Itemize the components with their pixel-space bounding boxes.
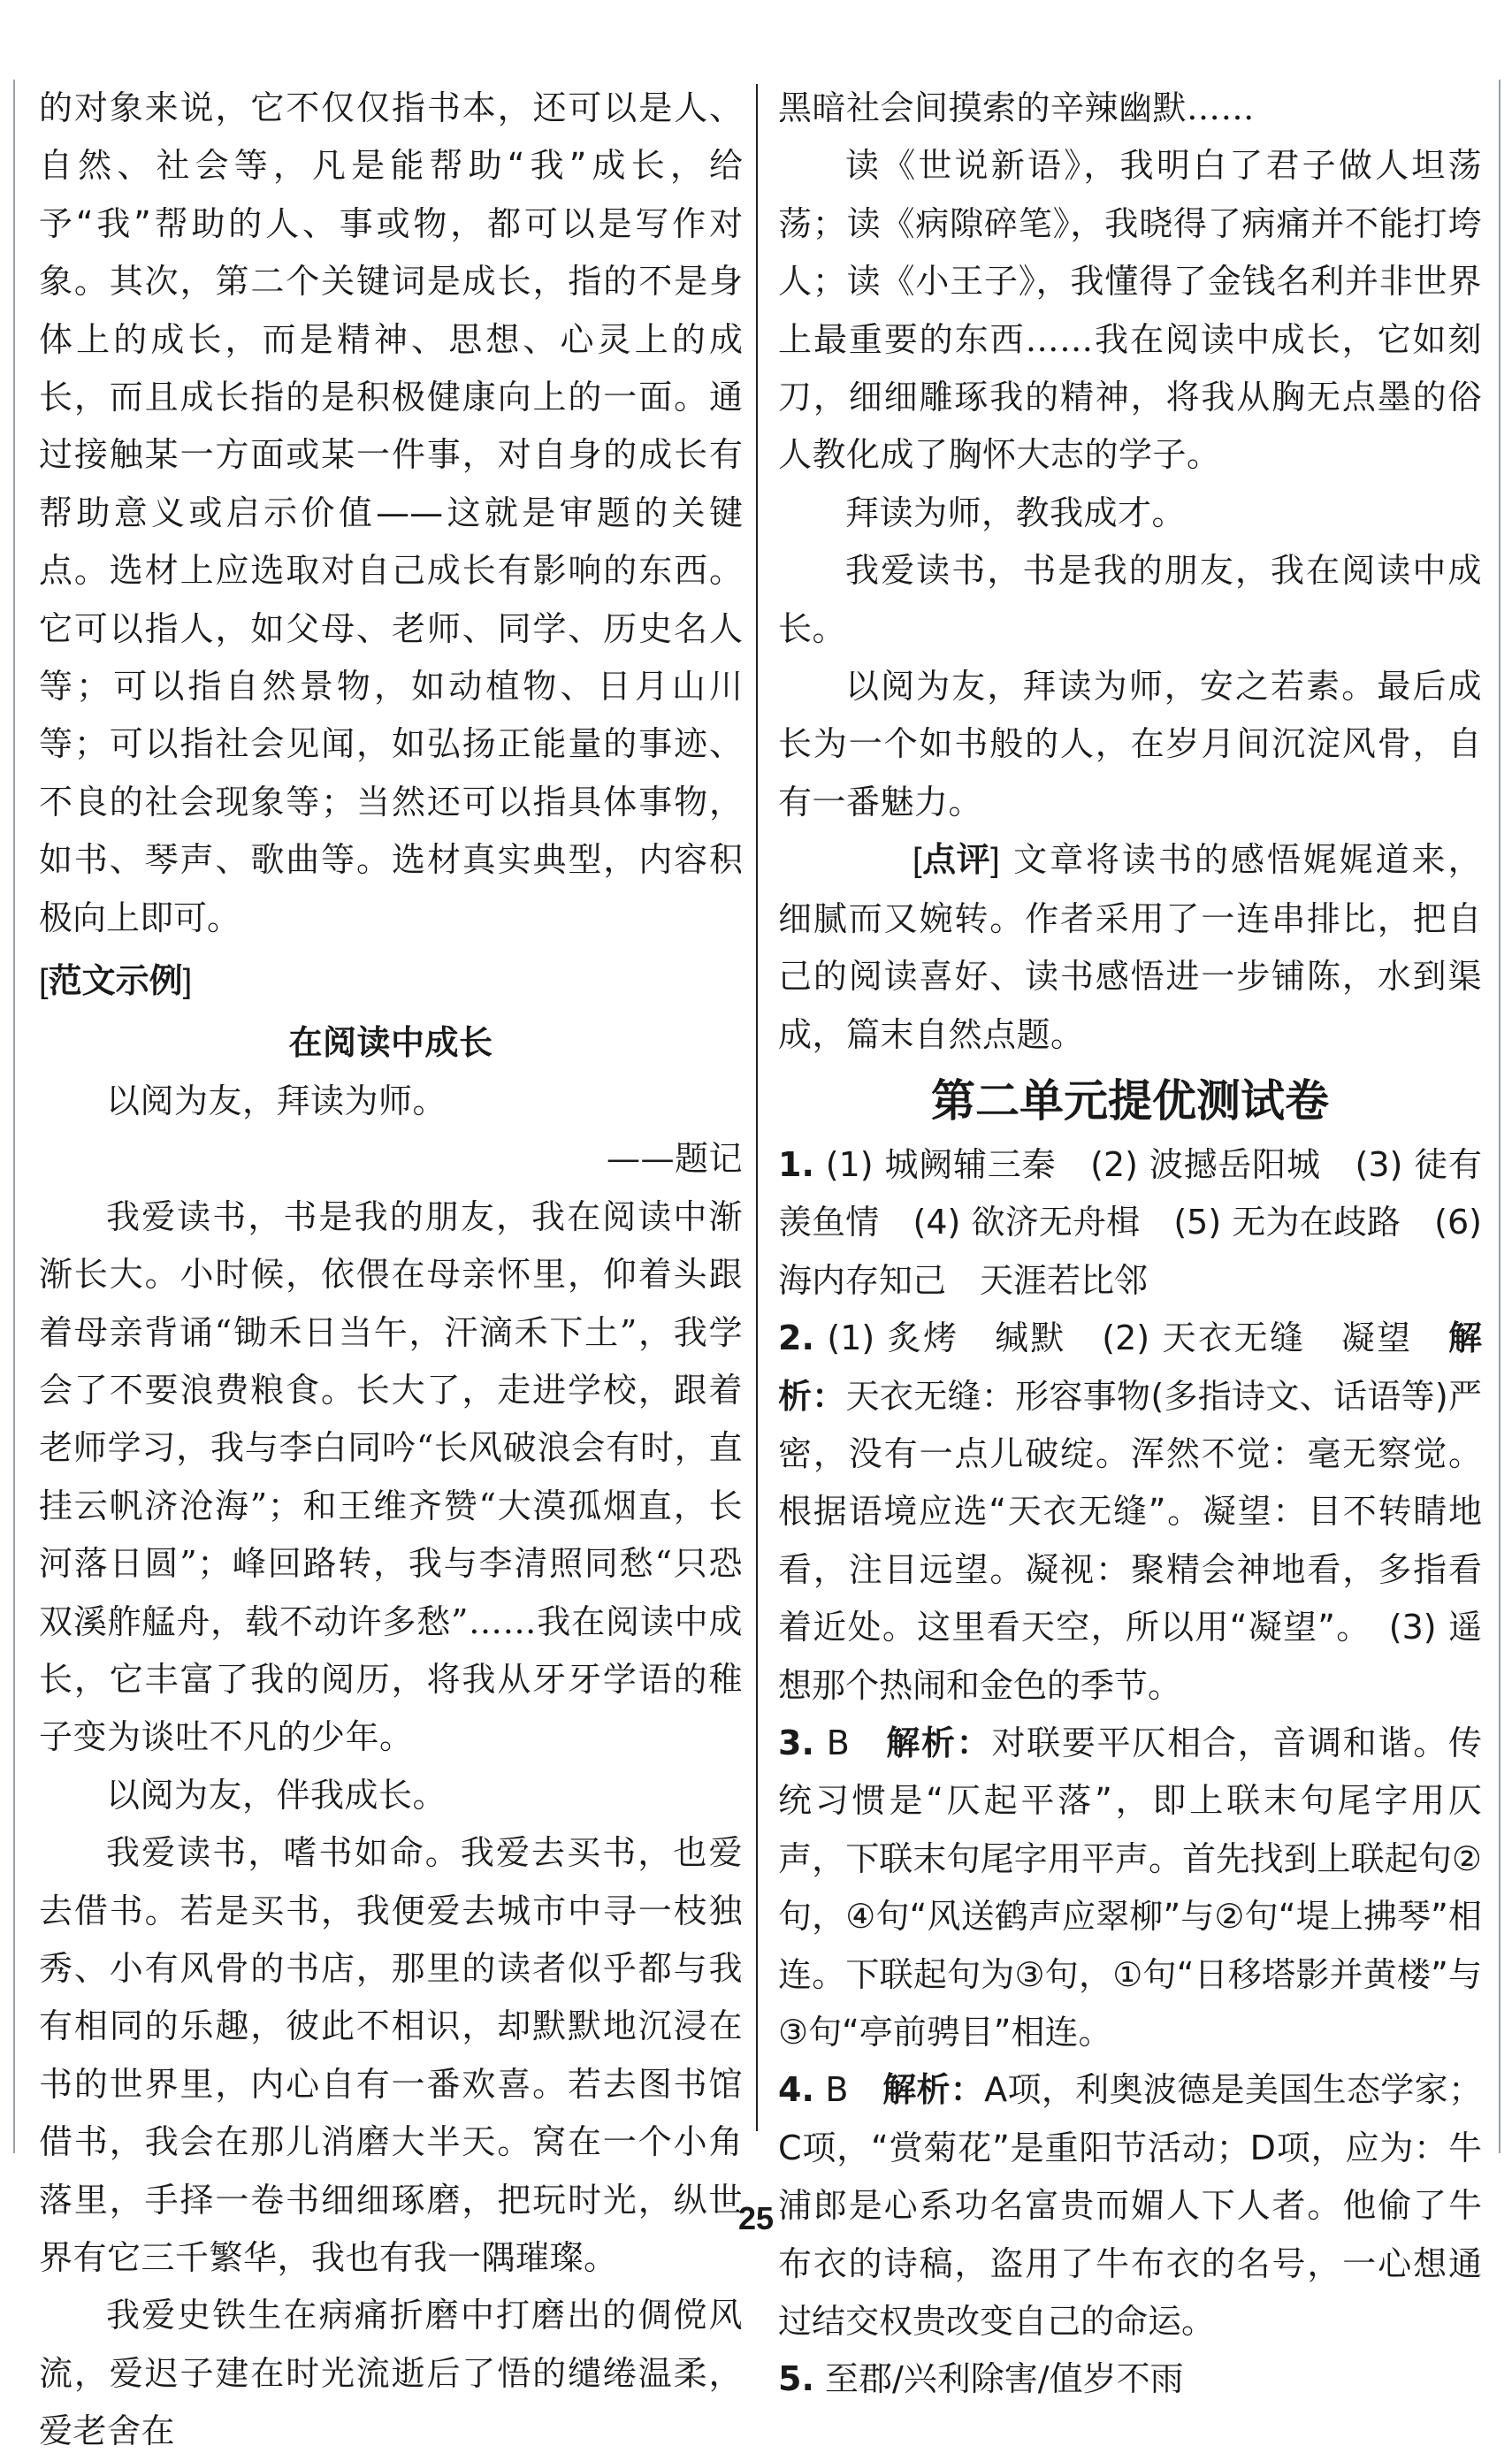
answer-3 (778, 1715, 1482, 2061)
essay-paragraph-5: 读《世说新语》，我明白了君子做人坦荡荡；读《病隙碎笔》，我晓得了病痛并不能打垮人；读《小王子》，我懂得了金钱名利并非世界上最重要的东西……我在阅读中成长，它如刻刀，细细雕琢我的精神，将我从胸无点墨的俗人教化成了胸怀大志的学子。 (778, 146, 1482, 475)
answer-2-number: 2. (778, 1318, 814, 1358)
example-heading (39, 952, 743, 1011)
answer-5-text: 至郡/兴利除害/值岁不雨 (824, 2359, 1184, 2399)
answer-4-text: A项，利奥波德是美国生态学家；C项，“赏菊花”是重阳节活动；D项，应为：牛浦郎是心系功名富贵而媚人下人者。他偷了牛布衣的诗稿，盗用了牛布衣的名号，一心想通过结交权贵改变自己的命运。 (778, 2070, 1482, 2342)
comment-text: 文章将读书的感悟娓娓道来，细腻而又婉转。作者采用了一连串排比，把自己的阅读喜好、读书感悟进一步铺陈，水到渠成，篇末自然点题。 (778, 840, 1482, 1054)
answer-4-number: 4. (778, 2070, 814, 2110)
essay-paragraph-4: 我爱史铁生在病痛折磨中打磨出的倜傥风流，爱迟子建在时光流逝后了悟的缱绻温柔，爱老舍在 (39, 2296, 743, 2451)
answer-2-analysis-label: 解析： (778, 1318, 1482, 1416)
right-column (778, 80, 1482, 2409)
answer-4-analysis-label: 解析： (882, 2070, 985, 2110)
essay-paragraph-2: 以阅为友，伴我成长。 (106, 1775, 447, 1815)
essay-paragraph-1: 我爱读书，书是我的朋友，我在阅读中渐渐长大。小时候，依偎在母亲怀里，仰着头跟着母亲背诵“锄禾日当午，汗滴禾下土”，我学会了不要浪费粮食。长大了，走进学校，跟着老师学习，我与李白同吟“长风破浪会有时，直挂云帆济沧海”；和王维齐赞“大漠孤烟直，长河落日圆”；峰回路转，我与李清照同愁“只恐双溪舴艋舟，载不动许多愁”……我在阅读中成长，它丰富了我的阅历，将我从牙牙学语的稚子变为谈吐不凡的少年。 (39, 1196, 743, 1757)
column-divider (756, 84, 758, 2131)
essay-paragraph-7: 我爱读书，书是我的朋友，我在阅读中成长。 (778, 551, 1482, 648)
answer-3-analysis-label: 解析： (886, 1723, 992, 1762)
comment-paragraph (778, 831, 1482, 1064)
page-number: 25 (737, 2200, 775, 2236)
essay-paragraph-4-continued: 黑暗社会间摸索的辛辣幽默…… (778, 88, 1256, 127)
answer-1 (778, 1136, 1482, 1310)
example-tag: [ 范文示例 ] (39, 953, 192, 1011)
answer-4-choice: B (825, 2070, 883, 2110)
answer-2-text-a: (1) 炙烤 缄默 (2) 天衣无缝 凝望 (827, 1318, 1448, 1358)
answer-1-number: 1. (778, 1144, 814, 1184)
essay-paragraph-8: 以阅为友，拜读为师，安之若素。最后成长为一个如书般的人，在岁月间沉淀风骨，自有一番魅力。 (778, 667, 1482, 822)
essay-epigraph: 以阅为友，拜读为师。 (106, 1081, 447, 1120)
unit-test-title: 第二单元提优测试卷 (931, 1074, 1329, 1127)
essay-title: 在阅读中成长 (288, 1024, 493, 1062)
page-edge-right (1499, 80, 1501, 2153)
answer-1-text: (1) 城阙辅三秦 (2) 波撼岳阳城 (3) 徒有羡鱼情 (4) 欲济无舟楫 (5) 无为在歧路 (6) 海内存知己 天涯若比邻 (778, 1144, 1482, 1300)
epigraph-source: ——题记 (606, 1139, 743, 1179)
answer-3-choice: B (826, 1723, 887, 1762)
answer-2 (778, 1310, 1482, 1715)
answer-5-number: 5. (778, 2359, 814, 2399)
intro-paragraph: 的对象来说，它不仅仅指书本，还可以是人、自然、社会等，凡是能帮助“我”成长，给予“我”帮助的人、事或物，都可以是写作对象。其次，第二个关键词是成长，指的不是身体上的成长，而是精神、思想、心灵上的成长，而且成长指的是积极健康向上的一面。通过接触某一方面或某一件事，对自身的成长有帮助意义或启示价值——这就是审题的关键点。选材上应选取对自己成长有影响的东西。它可以指人，如父母、老师、同学、历史名人等；可以指自然景物，如动植物、日月山川等；可以指社会见闻，如弘扬正能量的事迹、不良的社会现象等；当然还可以指具体事物，如书、琴声、歌曲等。选材真实典型，内容积极向上即可。 (39, 88, 743, 937)
sample-essay (39, 1015, 743, 2461)
page-edge-left (13, 80, 15, 2153)
essay-paragraph-3: 我爱读书，嗜书如命。我爱去买书，也爱去借书。若是买书，我便爱去城市中寻一枝独秀、小有风骨的书店，那里的读者似乎都与我有相同的乐趣，彼此不相识，却默默地沉浸在书的世界里，内心自有一番欢喜。若去图书馆借书，我会在那儿消磨大半天。窝在一个小角落里，手择一卷书细细琢磨，把玩时光，纵世界有它三千繁华，我也有我一隅璀璨。 (39, 1833, 743, 2278)
answer-2-text-b: 天衣无缝：形容事物(多指诗文、话语等)严密，没有一点儿破绽。浑然不觉：毫无察觉。根据语境应选“天衣无缝”。凝望：目不转睛地看，注目远望。凝视：聚精会神地看，多指看着近处。这里看天空，所以用“凝望”。 (3) 遥想那个热闹和金色的季节。 (778, 1376, 1482, 1705)
essay-paragraph-6: 拜读为师，教我成才。 (845, 493, 1187, 532)
comment-tag: [ 点评 ] (845, 832, 1000, 890)
answer-3-text: 对联要平仄相合，音调和谐。传统习惯是“仄起平落”，即上联末句尾字用仄声，下联末句尾字用平声。首先找到上联起句②句，④句“风送鹤声应翠柳”与②句“堤上拂琴”相连。下联起句为③句，①句“日移塔影并黄楼”与③句“亭前骋目”相连。 (778, 1723, 1482, 2052)
sample-essay-continued (778, 80, 1482, 1064)
answer-3-number: 3. (778, 1723, 814, 1762)
left-column (39, 80, 743, 2461)
answer-5 (778, 2350, 1482, 2408)
